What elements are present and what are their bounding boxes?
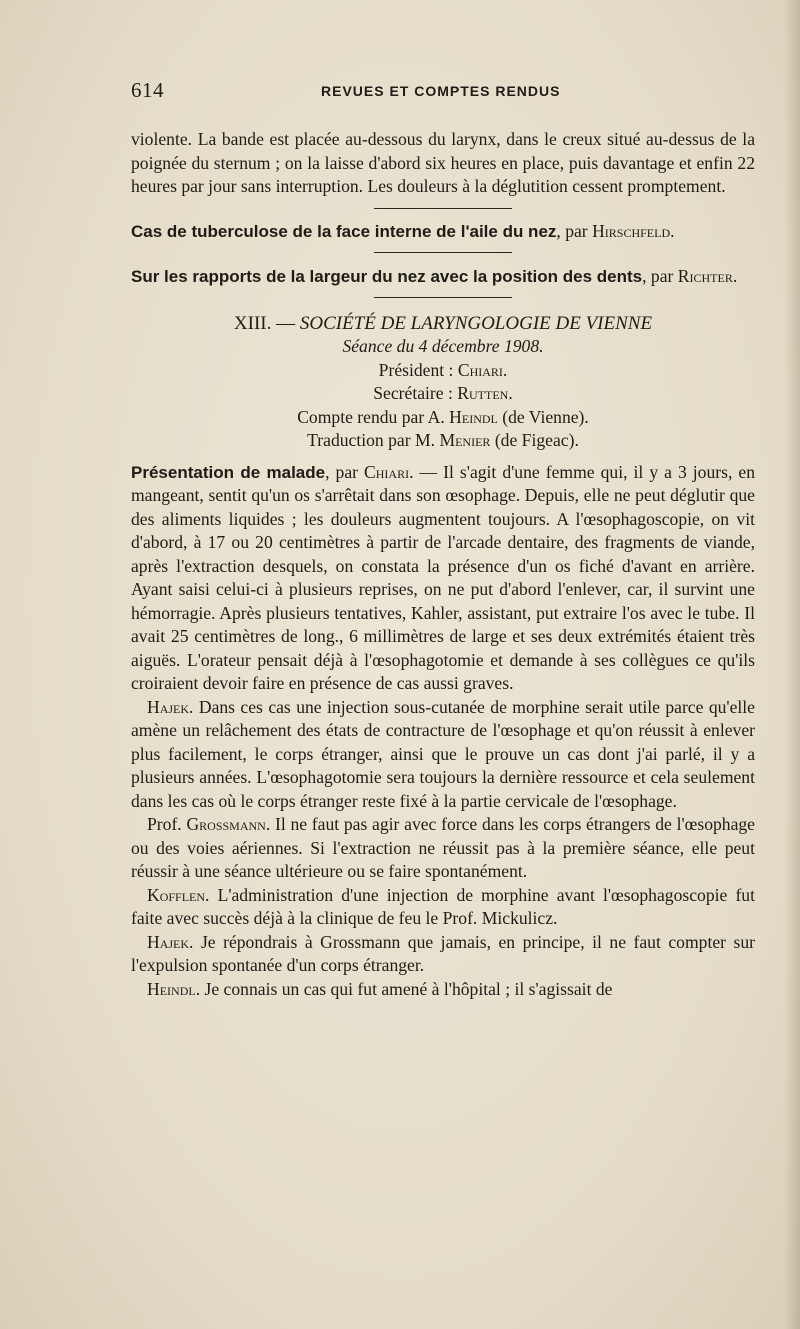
- separator-rule: [374, 208, 512, 209]
- speaker-grossmann: Grossmann: [186, 814, 266, 834]
- separator-rule: [374, 297, 512, 298]
- page-header: [131, 78, 757, 108]
- separator-rule: [374, 252, 512, 253]
- presentation-by: , par: [325, 461, 365, 482]
- report-name: Heindl: [449, 406, 498, 427]
- paragraph-kofflen: [131, 884, 755, 931]
- session-president: Président : Chiari.: [378, 359, 508, 380]
- entry-nose-teeth: Sur les rapports de la largeur du nez avec la position des dents, par Richter.: [131, 266, 738, 286]
- section-number: XIII. —: [233, 312, 300, 334]
- speaker-hajek: Hajek: [147, 931, 190, 952]
- session-translator: [131, 429, 755, 453]
- presentation-text: . — Il s'agit d'une femme qui, il y a 3 jours, en mangeant, sentit qu'un os s'arrêtait dans son œsophage. Depuis, elle ne peut déglutir que des aliments liquides ; les douleurs augmentent toujours. A l'œsophagoscopie, on vit d'abord, à 17 ou 20 centimètres à partir de l'arcade dentaire, des fragments de viande, après l'extraction desquels, on constata la présence d'un os fiché d'avant en arrière. Ayant saisi celui-ci à plusieurs reprises, on ne put d'abord l'enlever, car, il survint une hémorragie. Après plusieurs tentatives, Kahler, assistant, put extraire l'os avec le tube. Il avait 25 centimètres de long., 6 millimètres de large et ses deux extrémités étaient très aiguës. L'orateur pensait déjà à l'œsophagotomie et demande à ses collègues ce qu'ils croiraient devoir faire en présence de cas aussi graves.: [131, 461, 756, 693]
- session-secretary: Secrétaire : Rutten.: [373, 383, 513, 403]
- speaker-hajek: Hajek: [147, 696, 190, 717]
- speaker-heindl: Heindl: [147, 978, 196, 999]
- hajek-2-text: . Je répondrais à Grossmann que jamais, en principe, il ne faut compter sur l'expulsion spontanée d'un corps étranger.: [131, 931, 755, 975]
- report-label: Compte rendu par A.: [297, 406, 450, 427]
- presentation-title: Présentation de malade: [131, 462, 326, 482]
- entry-tuberculosis-by: , par: [556, 220, 593, 241]
- paragraph-heindl: [131, 978, 755, 1002]
- president-name: Chiari: [457, 359, 503, 380]
- heindl-text: . Je connais un cas qui fut amené à l'hôpital ; il s'agissait de: [195, 978, 613, 999]
- paragraph-grossmann: [131, 813, 755, 884]
- paragraph-hajek-2: [131, 931, 755, 978]
- entry-nose-teeth-by: , par: [642, 266, 678, 286]
- entry-nose-teeth-author: Richter: [677, 266, 733, 286]
- translator-label: Traduction par M.: [307, 430, 440, 450]
- grossmann-prefix: Prof.: [147, 814, 187, 834]
- session-report-author: [131, 406, 755, 430]
- section-heading: [131, 312, 755, 336]
- entry-tuberculosis-author: Hirschfeld: [592, 220, 671, 241]
- session-date: Séance du 4 décembre 1908.: [342, 336, 544, 356]
- president-label: Président :: [378, 359, 458, 380]
- entry-tuberculosis: Cas de tuberculose de la face interne de l'aile du nez, par Hirschfeld.: [131, 220, 675, 241]
- grossmann-text: . Il ne faut pas agir avec force dans les corps étrangers de l'œsophage ou des voies aériennes. Si l'extraction ne réussit pas à la première séance, elle peut réussir à une séance ultérieure ou se faire spontanément.: [131, 814, 755, 881]
- paragraph-bandage: violente. La bande est placée au-dessous du larynx, dans le creux situé au-dessus de la poignée du sternum ; on la laisse d'abord six heures en place, puis davantage et enfin 22 heures par jour sans interruption. Les douleurs à la déglutition cessent promptement.: [131, 129, 755, 196]
- hajek-1-text: . Dans ces cas une injection sous-cutanée de morphine serait utile parce qu'elle amène un relâchement des états de contracture de l'œsophage et qu'on réussit à enlever plus facilement, le corps étranger, ainsi que le prouve un cas dont j'ai parlé, il y a plusieurs années. L'œsophagotomie sera toujours la dernière ressource et cela seulement dans les cas où le corps étranger reste fixé à la partie cervicale de l'œsophage.: [131, 696, 755, 811]
- translator-name: Menier: [439, 430, 491, 450]
- page-edge-shadow: [784, 0, 800, 1329]
- paragraph-hajek-1: [131, 696, 755, 814]
- secretary-name: Rutten: [457, 383, 509, 403]
- running-head: REVUES ET COMPTES RENDUS: [321, 83, 561, 99]
- entry-nose-teeth-title: Sur les rapports de la largeur du nez avec la position des dents: [131, 267, 643, 286]
- paragraph-presentation: [131, 461, 755, 696]
- section-name: SOCIÉTÉ DE LARYNGOLOGIE DE VIENNE: [299, 312, 653, 334]
- entry-tuberculosis-title: Cas de tuberculose de la face interne de l'aile du nez: [131, 221, 557, 241]
- speaker-kofflen: Kofflen: [147, 884, 206, 905]
- presentation-author: Chiari: [364, 461, 410, 482]
- secretary-label: Secrétaire :: [373, 383, 458, 403]
- page-content: [131, 128, 755, 1001]
- page-number: 614: [131, 78, 164, 102]
- translator-city: (de Figeac).: [490, 430, 579, 450]
- kofflen-text: . L'administration d'une injection de morphine avant l'œsophagoscopie fut faite avec succès déjà à la clinique de feu le Prof. Mickulicz.: [131, 884, 755, 928]
- report-city: (de Vienne).: [497, 406, 589, 427]
